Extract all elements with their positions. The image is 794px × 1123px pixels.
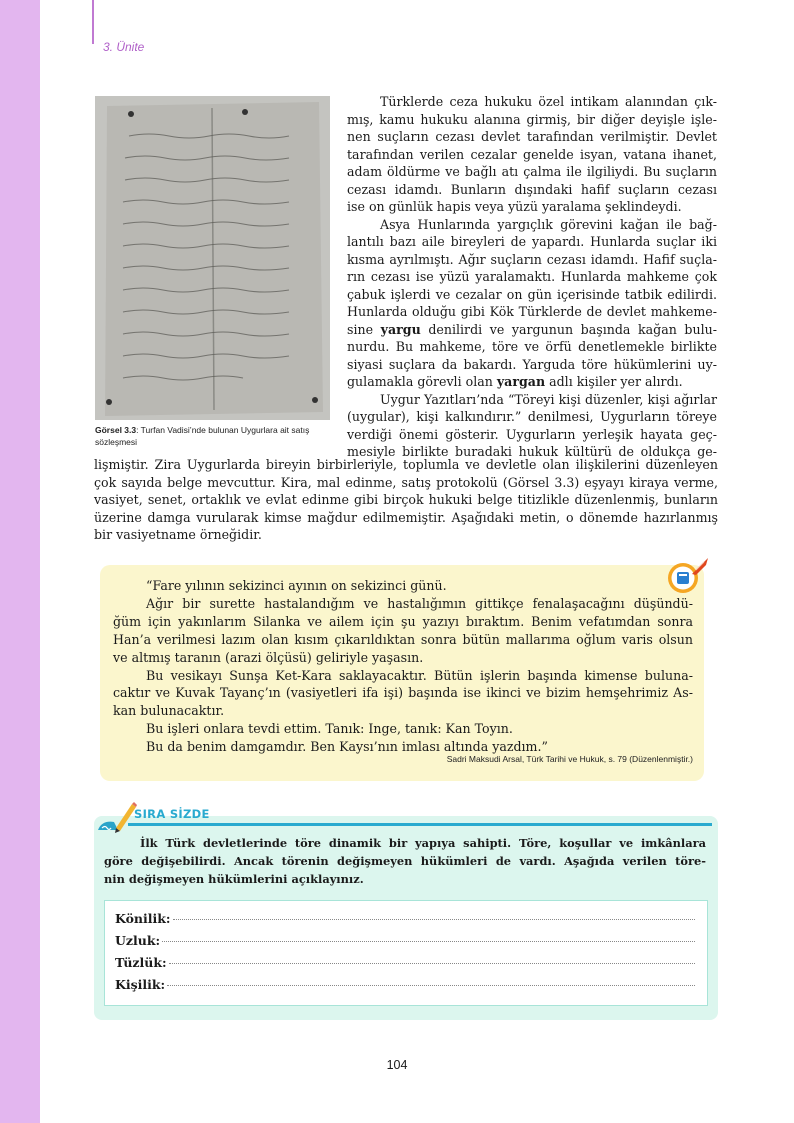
- field-label: Uzluk:: [115, 933, 161, 948]
- pencil-writing-icon: [96, 800, 138, 836]
- p1-line: cezası idamdı. Bunların dışındaki hafif suçların cezası: [347, 181, 717, 197]
- activity-instructions: [104, 834, 706, 888]
- p2-text: gulamakla görevli olan: [347, 374, 497, 389]
- p3-line: verdiği önemi gösterir. Uygurların yerleşik hayata geç-: [347, 426, 717, 442]
- quote-line: kan bulunacaktır.: [113, 703, 225, 719]
- activity-line: nin değişmeyen hükümlerini açıklayınız.: [104, 872, 364, 886]
- field-konilik[interactable]: [115, 911, 695, 926]
- answer-line[interactable]: [167, 985, 695, 986]
- p2-line: Hunlarda olduğu gibi Kök Türklerde de devlet mahkeme-: [347, 304, 717, 319]
- p1-line: ise on günlük hapis veya yüzü yaralama şeklindeydi.: [347, 199, 682, 214]
- activity-line: göre değişebilirdi. Ancak törenin değişmeyen hükümleri de vardı. Aşağıda verilen töre-: [104, 854, 706, 868]
- p3-line: vasiyet, senet, ortaklık ve evlat edinme gibi birçok hukuki belge titizlikle düzenlenmiş, bunların: [94, 492, 718, 507]
- answer-fields: [104, 900, 708, 1006]
- answer-line[interactable]: [173, 919, 695, 920]
- p2-line: siyasi suçlara da bakardı. Yarguda töre hükümlerini uy-: [347, 356, 717, 372]
- field-label: Kişilik:: [115, 977, 166, 992]
- caption-text: : Turfan Vadisi’nde bulunan Uygurlara ait satış sözleşmesi: [95, 425, 310, 447]
- p3-line: mesiyle birlikte buradaki hukuk kültürü de oldukça ge-: [347, 444, 717, 459]
- unit-divider-line: [92, 0, 94, 44]
- p2-line: kısma ayrılmıştı. Ağır suçların cezası idamdı. Hafif suçla-: [347, 251, 717, 267]
- document-photo: [95, 96, 330, 420]
- unit-label: 3. Ünite: [103, 40, 145, 54]
- p2-line: rın cezası ise yüzü yaralamaktı. Hunlarda mahkeme çok: [347, 269, 717, 284]
- p2-line: Asya Hunlarında yargıçlık görevini kağan ile bağ-: [380, 216, 717, 232]
- quote-line: Han’a verilmesi lazım olan kısım çıkarıldıktan sonra bütün mallarıma oğlum varis olsun: [113, 631, 693, 647]
- p2-text: denilirdi ve yargunun başında kağan bulu-: [420, 321, 717, 337]
- caption-label: Görsel 3.3: [95, 425, 137, 435]
- quote-line: “Fare yılının sekizinci ayının on sekizinci günü.: [146, 578, 447, 593]
- p2-line: nurdu. Bu mahkeme, töre ve örfü denetlemekle birlikte: [347, 339, 717, 354]
- quote-line: Bu vesikayı Sunşa Ket-Kara saklayacaktır. Bütün işlerin başında kimense buluna-: [146, 667, 693, 683]
- p1-line: nen suçların cezası devlet tarafından verilmiştir. Devlet: [347, 129, 717, 144]
- p2-text: adlı kişiler yer alırdı.: [545, 374, 683, 389]
- activity-title: SIRA SİZDE: [134, 807, 210, 821]
- quote-line: Ağır bir surette hastalandığım ve hastalığımın gittikçe fenalaşacağını düşündü-: [146, 595, 693, 611]
- activity-line: İlk Türk devletlerinde töre dinamik bir yapıya sahipti. Töre, koşullar ve imkânlara: [140, 836, 706, 850]
- answer-line[interactable]: [162, 941, 695, 942]
- quote-line: ğüm için yakınlarım Silanka ve ailem için şu yazıyı bıraktım. Benim vefatımdan sonra: [113, 613, 693, 629]
- p3-line: çok sayıda belge mevcuttur. Kira, mal edinme, satış protokolü (Görsel 3.3) eşyayı kiraya verme,: [94, 474, 718, 490]
- p3-line: lişmiştir. Zira Uygurlarda bireyin birbirleriyle, toplumla ve devletle olan ilişkilerini düzenleyen: [94, 457, 718, 472]
- p3-line: üzerine damga vurularak kimse mağdur edilmemiştir. Aşağıdaki metin, o dönemde hazırlanmış: [94, 509, 718, 525]
- p1-line: adam öldürme ve bağlı atı çalma ile ilgiliydi. Bu suçların: [347, 164, 717, 179]
- margin-color-band: [0, 0, 40, 1123]
- term-yargu: yargu: [380, 321, 421, 337]
- p2-line: [347, 321, 717, 339]
- field-label: Tüzlük:: [115, 955, 167, 970]
- p2-line: [347, 373, 717, 391]
- quote-line: Bu işleri onlara tevdi ettim. Tanık: Inge, tanık: Kan Toyın.: [146, 721, 513, 737]
- p3-line: bir vasiyetname örneğidir.: [94, 527, 262, 542]
- p1-line: tarafından verilen cezalar genelde isyan, vatana ihanet,: [347, 146, 717, 162]
- p3-line: Uygur Yazıtları’nda “Töreyi kişi düzenler, kişi ağırlar: [380, 391, 717, 407]
- p3-line: (uygular), kişi kalkındırır.” denilmesi, Uygurların töreye: [347, 409, 717, 424]
- term-yargan: yargan: [496, 374, 546, 389]
- activity-header-line: [128, 823, 712, 826]
- manuscript-image: [95, 96, 330, 420]
- body-column: [347, 93, 717, 461]
- body-full-width: [94, 456, 718, 544]
- p2-text: sine: [347, 321, 381, 337]
- quote-line: Bu da benim damgamdır. Ben Kaysı’nın imlası altında yazdım.”: [146, 739, 548, 755]
- p1-line: mış, kamu hukuku alanına girmiş, bir diğer deyişle işle-: [347, 111, 717, 127]
- figure-caption: [95, 424, 335, 448]
- page-number: 104: [386, 1058, 408, 1072]
- quote-source: Sadri Maksudi Arsal, Türk Tarihi ve Hukuk, s. 79 (Düzenlenmiştir.): [446, 754, 693, 764]
- p1-line: Türklerde ceza hukuku özel intikam alanından çık-: [380, 94, 717, 109]
- p2-line: çabuk işlerdi ve cezalar on gün içerisinde tatbik edilirdi.: [347, 286, 717, 302]
- field-kisilik[interactable]: [115, 977, 695, 992]
- quote-line: ve altmış taranın (arazi ölçüsü) geliriyle yaşasın.: [113, 649, 424, 665]
- p2-line: lantılı bazı aile bireyleri de yapardı. Hunlarda suçlar iki: [347, 234, 717, 249]
- field-uzluk[interactable]: [115, 933, 695, 948]
- field-label: Könilik:: [115, 911, 171, 926]
- quote-line: caktır ve Kuvak Tayanç’ın (vasiyetleri ifa işi) başında ise ikinci ve bizim hemşehrimiz As-: [113, 685, 693, 701]
- quote-text: [113, 577, 693, 756]
- answer-line[interactable]: [169, 963, 695, 964]
- field-tuzluk[interactable]: [115, 955, 695, 970]
